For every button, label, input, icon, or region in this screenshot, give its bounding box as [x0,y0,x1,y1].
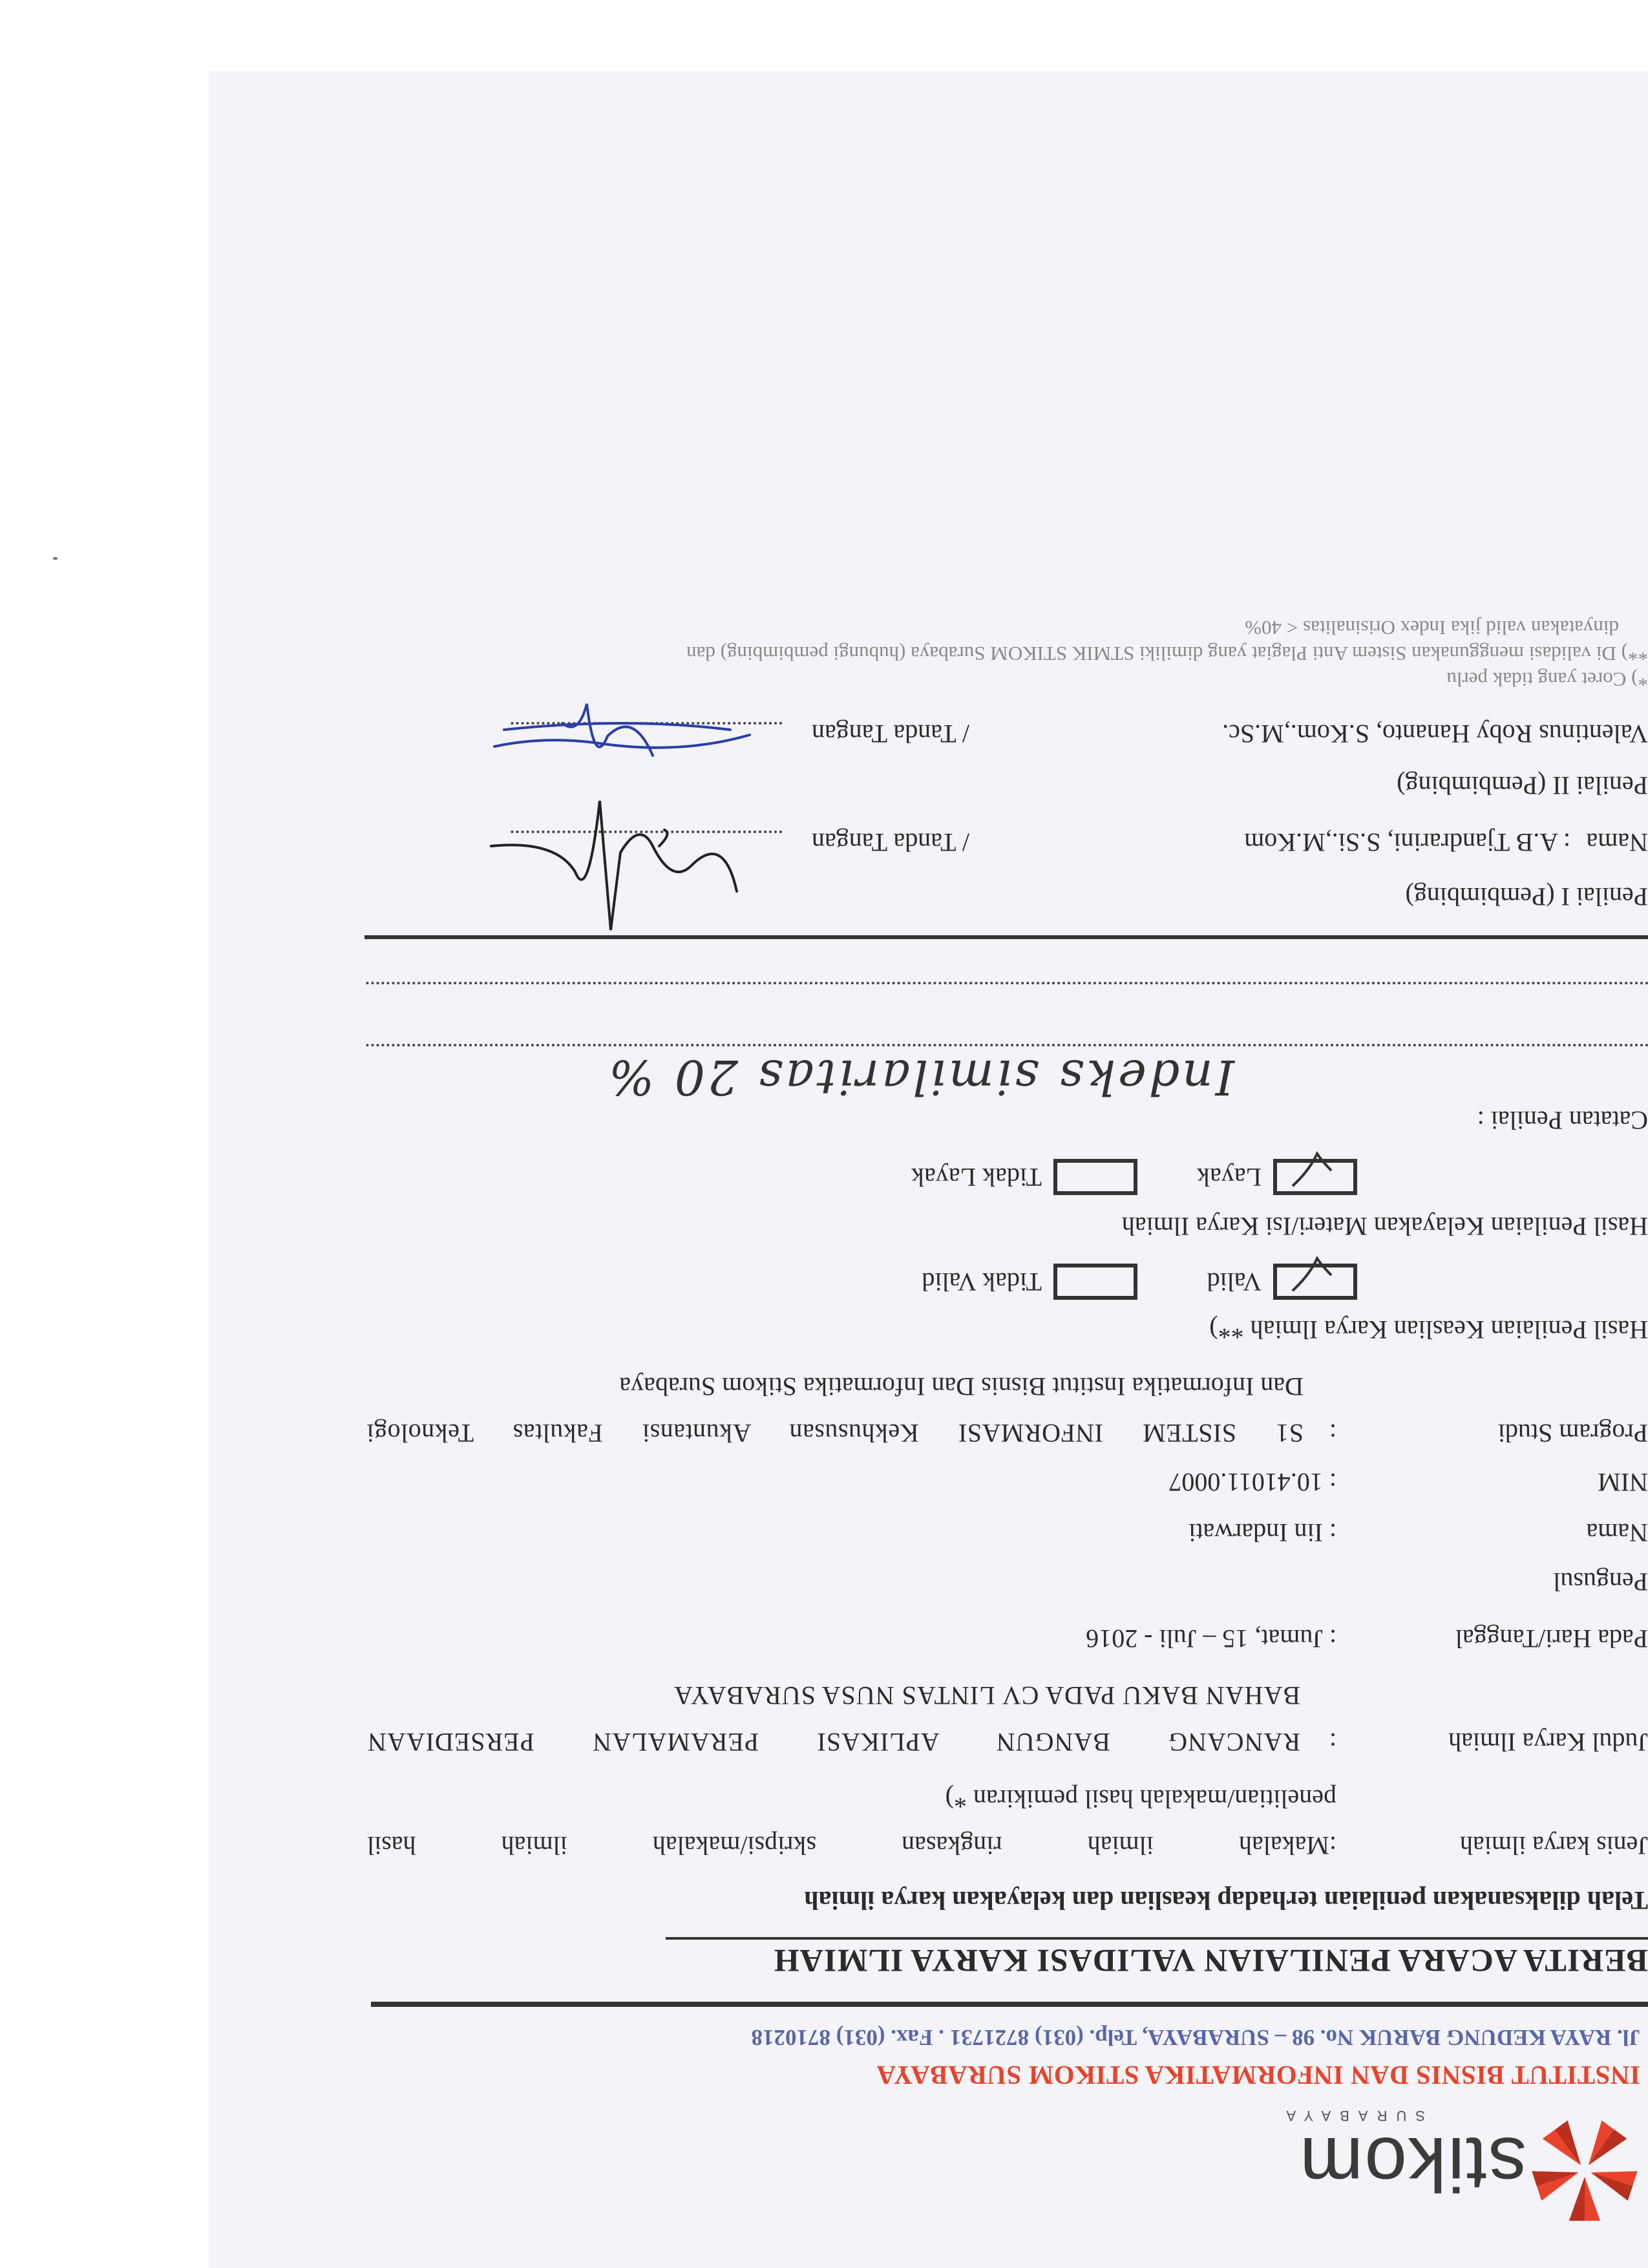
jenis-value: :Makalah ilmiah ringkasan skripsi/makalah ilmiah hasil [367,1831,1336,1860]
tidak-valid-checkbox[interactable] [1053,1264,1137,1300]
footnote-coret: *) Coret yang tidak perlu [1446,668,1648,691]
valid-checkbox[interactable] [1273,1264,1357,1300]
jenis-label: Jenis karya ilmiah [1459,1831,1648,1860]
valid-label: Valid [1207,1267,1262,1297]
judul-value-cont: BAHAN BAKU PADA CV LINTAS NUSA SURABAYA [673,1681,1300,1710]
penilai-1-ttd-label: / Tanda Tangan [812,828,969,857]
stikom-logo-icon [1525,2110,1644,2230]
document-title: BERITA ACARA PENILAIAN VALIDASI KARYA ILMIAH [773,1943,1648,1979]
penilai-1-nama-value: : A.B Tjandrarini, S.Si.,M.Kom [1244,828,1570,857]
catatan-line-2 [364,982,1648,984]
catatan-line-1 [364,1044,1648,1046]
penilai-2-nama-value: Valentinus Roby Hananto, S.Kom.,M.Sc. [1222,719,1648,748]
layak-checkbox[interactable] [1273,1159,1357,1195]
penilai-1-heading: Penilai I (Pembimbing) [1405,882,1648,911]
nama-value: : Iin Indarwati [1188,1518,1336,1547]
pengusul-heading: Pengusul [1553,1567,1648,1596]
prodi-label: Program Studi [1497,1419,1648,1448]
tidak-valid-label: Tidak Valid [922,1267,1042,1297]
footnote-validasi: **) Di validasi menggunakan Sistem Anti Plagiat yang dimiliki STMIK STIKOM Surabaya (hubungi pembimbing) dan [686,642,1648,665]
nim-label: NIM [1598,1468,1648,1497]
tanggal-value: : Jumat, 15 – Juli - 2016 [1086,1624,1336,1653]
header-rule [371,2002,1648,2007]
tidak-layak-checkbox[interactable] [1053,1159,1137,1195]
prodi-colon: : [1329,1419,1336,1448]
penilai-2-ttd-label: / Tanda Tangan [812,719,969,748]
logo-subtitle: SURABAYA [1277,2108,1425,2124]
checkmark-icon [1290,1256,1335,1295]
nama-label: Nama [1586,1518,1648,1547]
layak-label: Layak [1197,1163,1262,1192]
keaslian-heading: Hasil Penilaian Keaslian Karya Ilmiah **) [1209,1315,1648,1344]
judul-label: Judul Karya Ilmiah [1448,1728,1648,1757]
penilai-1-nama-label: Nama [1586,828,1648,857]
prodi-value: S1 SISTEM INFORMASI Kekhususan Akuntansi Fakultas Teknologi [366,1419,1304,1448]
penilai-2-heading: Penilai II (Pembimbing) [1397,771,1648,800]
nim-value: : 10.41011.0007 [1168,1468,1336,1497]
document-page [209,71,1648,2268]
jenis-value-cont: penelitian/makalah hasil pemikiran *) [945,1785,1336,1814]
penilai-2-signature [485,684,756,781]
footnote-validasi-cont: dinyatakan valid jika Index Orisinalitas < 40% [1245,617,1619,639]
tidak-layak-label: Tidak Layak [911,1163,1042,1192]
institution-name: INSTITUT BISNIS DAN INFORMATIKA STIKOM SURABAYA [876,2061,1640,2090]
title-underline [666,1937,1648,1940]
catatan-handwritten-note: Indeks similaritas 20 % [606,1049,1234,1105]
checkmark-icon [1290,1151,1335,1190]
judul-colon: : [1329,1728,1336,1757]
institution-address: Jl. RAYA KEDUNG BARUK No. 98 – SURABAYA, Telp. (031) 8721731 . Fax. (031) 8710218 [751,2025,1640,2050]
catatan-label: Catatan Penilai : [1477,1106,1648,1135]
kelayakan-heading: Hasil Penilaian Kelayakan Materi/Isi Karya Ilmiah [1121,1212,1648,1241]
scan-speck [53,557,58,560]
judul-value: RANCANG BANGUN APLIKASI PERAMALAN PERSEDIAAN [367,1728,1300,1757]
prodi-value-cont: Dan Informatika Institut Bisnis Dan Informatika Stikom Surabaya [619,1372,1304,1401]
penilai-1-signature [478,788,750,943]
intro-statement: Telah dilaksanakan penilaian terhadap keaslian dan kelayakan karya ilmiah [804,1886,1648,1915]
tanggal-label: Pada Hari/Tanggal [1455,1624,1648,1653]
logo-wordmark: stikom [1298,2121,1527,2207]
